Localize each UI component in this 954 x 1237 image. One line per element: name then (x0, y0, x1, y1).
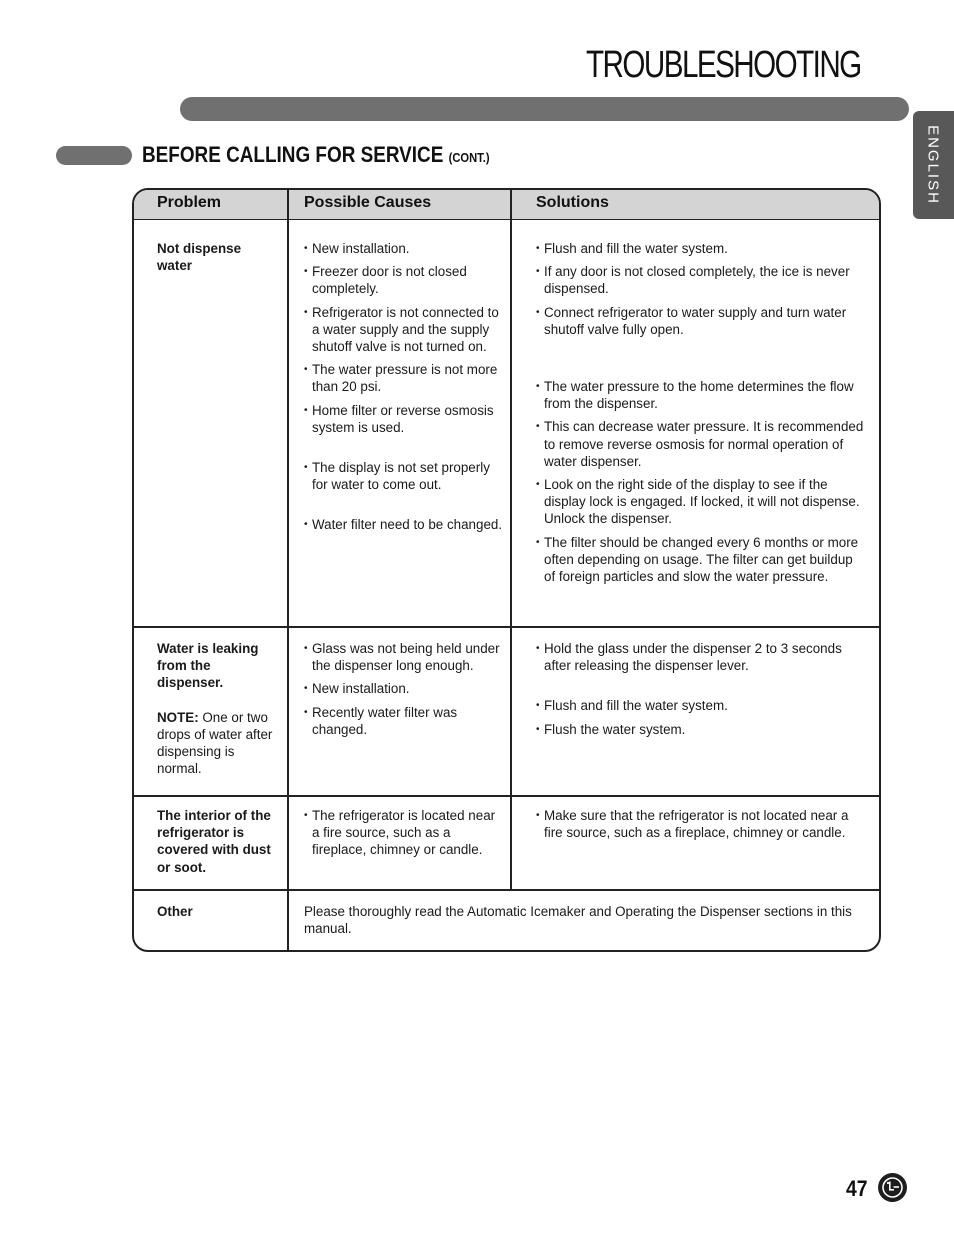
list-item: • Connect refrigerator to water supply and turn water shutoff valve fully open. (536, 304, 866, 338)
problem-text: Water is leaking from the dispenser. (157, 641, 259, 691)
header-causes: Possible Causes (304, 194, 432, 211)
note-label: NOTE: (157, 709, 199, 725)
combined-cell: Please thoroughly read the Automatic Icemaker and Operating the Dispenser sections in this manual. (304, 904, 852, 937)
row-divider (134, 626, 879, 628)
solutions-cell (536, 640, 866, 744)
list-item: • Flush the water system. (536, 721, 866, 738)
problem-cell: Other (157, 904, 193, 919)
list-item: • Freezer door is not closed completely. (304, 263, 504, 297)
list-item: • Glass was not being held under the dispenser long enough. (304, 640, 504, 674)
list-item: • Make sure that the refrigerator is not located near a fire source, such as a fireplace, chimney or candle. (536, 807, 866, 841)
problem-cell: The interior of the refrigerator is covered with dust or soot. (157, 808, 271, 875)
list-item: • Look on the right side of the display to see if the display lock is engaged. If locked, it will not dispense. Unlock the dispenser. (536, 476, 866, 528)
list-item: • Refrigerator is not connected to a water supply and the supply shutoff valve is not turned on. (304, 304, 504, 356)
lg-logo-icon (878, 1173, 907, 1202)
causes-cell (304, 640, 504, 744)
list-item: • Recently water filter was changed. (304, 704, 504, 738)
list-item: • Water filter need to be changed. (304, 516, 504, 533)
column-divider (510, 190, 512, 890)
table-header (134, 190, 879, 220)
language-tab (913, 111, 954, 219)
section-title-suffix: (CONT.) (448, 150, 490, 165)
list-item: • The water pressure to the home determines the flow from the dispenser. (536, 378, 866, 412)
list-item: • The display is not set properly for water to come out. (304, 459, 504, 493)
note-text: One or two drops of water after dispensing is normal. (157, 709, 273, 777)
causes-cell (304, 240, 504, 540)
solutions-cell (536, 807, 866, 847)
problem-cell: Not dispense water (157, 241, 242, 274)
list-item: • New installation. (304, 240, 504, 257)
list-item: • Flush and fill the water system. (536, 697, 866, 714)
list-item: • The filter should be changed every 6 months or more often depending on usage. The filter can get buildup of foreign particles and slow the water pressure. (536, 534, 866, 586)
language-tab-label: ENGLISH (924, 125, 942, 205)
section-marker (56, 146, 132, 165)
solutions-cell (536, 240, 866, 591)
problem-cell (157, 640, 279, 777)
section-title-text: BEFORE CALLING FOR SERVICE (142, 142, 444, 167)
section-title (142, 142, 490, 168)
troubleshooting-table (132, 188, 881, 952)
list-item: • Home filter or reverse osmosis system is used. (304, 402, 504, 436)
header-problem: Problem (157, 194, 222, 211)
row-divider (134, 795, 879, 797)
page-title: TROUBLESHOOTING (586, 44, 861, 86)
column-divider (287, 190, 289, 952)
list-item: • The refrigerator is located near a fire source, such as a fireplace, chimney or candle. (304, 807, 504, 859)
header-bar (180, 97, 909, 121)
list-item: • New installation. (304, 680, 504, 697)
note (157, 709, 279, 778)
row-divider (134, 889, 879, 891)
list-item: • Flush and fill the water system. (536, 240, 866, 257)
list-item: • This can decrease water pressure. It is recommended to remove reverse osmosis for normal operation of water dispenser. (536, 418, 866, 470)
header-solutions: Solutions (536, 194, 609, 211)
page-number: 47 (846, 1176, 868, 1201)
list-item: • Hold the glass under the dispenser 2 to 3 seconds after releasing the dispenser lever. (536, 640, 866, 674)
causes-cell (304, 807, 504, 865)
list-item: • The water pressure is not more than 20 psi. (304, 361, 504, 395)
list-item: • If any door is not closed completely, the ice is never dispensed. (536, 263, 866, 297)
